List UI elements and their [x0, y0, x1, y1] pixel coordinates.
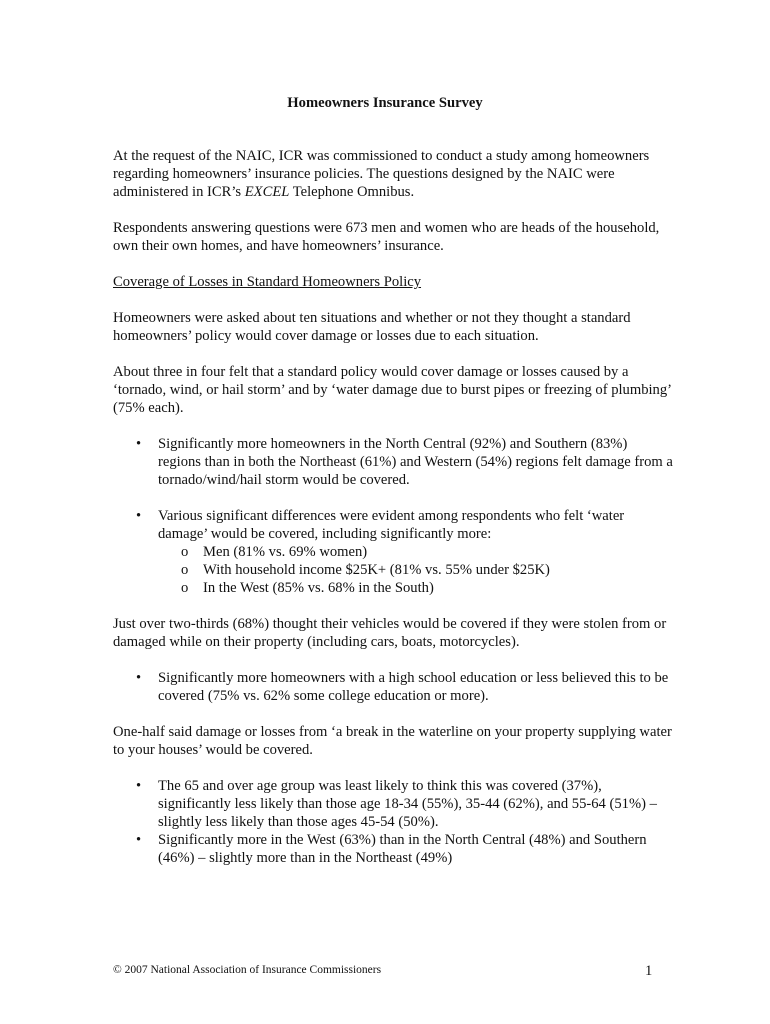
sub-bullet-item	[158, 561, 673, 579]
bullet-item	[113, 507, 673, 597]
bullet-text: Various significant differences were evident among respondents who felt ‘water damage’ would be covered, including significantly more:	[158, 508, 625, 542]
bullet-item	[113, 777, 673, 831]
sub-bullet-text: Men (81% vs. 69% women)	[203, 544, 368, 560]
bullet-item	[113, 669, 673, 705]
section-heading: Coverage of Losses in Standard Homeowners Policy	[113, 274, 422, 290]
bullet-icon: •	[136, 508, 142, 524]
sub-bullet-list	[158, 543, 673, 597]
page-number: 1	[645, 963, 653, 979]
bullet-list-2	[113, 669, 673, 705]
bullet-text: Significantly more homeowners in the North Central (92%) and Southern (83%) regions than in both the Northeast (61%) and Western (54%) regions felt damage from a tornado/wind/hail storm would be covered.	[158, 436, 673, 488]
intro-text-after: Telephone Omnibus.	[289, 184, 415, 200]
bullet-list-1	[113, 435, 673, 597]
bullet-icon: •	[136, 436, 142, 452]
bullet-item	[113, 435, 673, 489]
bullet-text: The 65 and over age group was least likely to think this was covered (37%), significantly less likely than those age 18-34 (55%), 35-44 (62%), and 55-64 (51%) – slightly less likely than those ages 45-54 (50%).	[158, 778, 657, 830]
circle-bullet-icon: o	[181, 544, 189, 560]
bullet-text: Significantly more in the West (63%) than in the North Central (48%) and Southern (46%) – slightly more than in the Northeast (49%)	[158, 832, 647, 866]
paragraph-4: One-half said damage or losses from ‘a break in the waterline on your property supplying water to your houses’ would be covered.	[113, 724, 672, 758]
bullet-text: Significantly more homeowners with a high school education or less believed this to be covered (75% vs. 62% some college education or more).	[158, 670, 669, 704]
bullet-list-3	[113, 777, 673, 867]
footer-copyright: © 2007 National Association of Insurance Commissioners	[113, 964, 382, 976]
circle-bullet-icon: o	[181, 580, 189, 596]
paragraph-2: About three in four felt that a standard policy would cover damage or losses caused by a ‘tornado, wind, or hail storm’ and by ‘water damage due to burst pipes or freezing of plumbing’ (75% each).	[113, 364, 671, 416]
bullet-item	[113, 831, 673, 867]
bullet-icon: •	[136, 832, 142, 848]
intro-paragraph-1	[113, 147, 673, 201]
sub-bullet-text: With household income $25K+ (81% vs. 55% under $25K)	[203, 562, 550, 578]
sub-bullet-text: In the West (85% vs. 68% in the South)	[203, 580, 434, 596]
intro-text-before: At the request of the NAIC, ICR was commissioned to conduct a study among homeowners regarding homeowners’ insurance policies. The questions designed by the NAIC were administered in ICR’s	[113, 148, 650, 200]
bullet-icon: •	[136, 778, 142, 794]
document-title: Homeowners Insurance Survey	[287, 95, 483, 111]
paragraph-3: Just over two-thirds (68%) thought their vehicles would be covered if they were stolen from or damaged while on their property (including cars, boats, motorcycles).	[113, 616, 667, 650]
intro-text-italic: EXCEL	[244, 184, 290, 200]
circle-bullet-icon: o	[181, 562, 189, 578]
paragraph-1: Homeowners were asked about ten situations and whether or not they thought a standard homeowners’ policy would cover damage or losses due to each situation.	[113, 310, 631, 344]
sub-bullet-item	[158, 579, 673, 597]
document-body	[113, 147, 673, 867]
bullet-icon: •	[136, 670, 142, 686]
sub-bullet-item	[158, 543, 673, 561]
intro-paragraph-2: Respondents answering questions were 673 men and women who are heads of the household, own their own homes, and have homeowners’ insurance.	[113, 220, 660, 254]
